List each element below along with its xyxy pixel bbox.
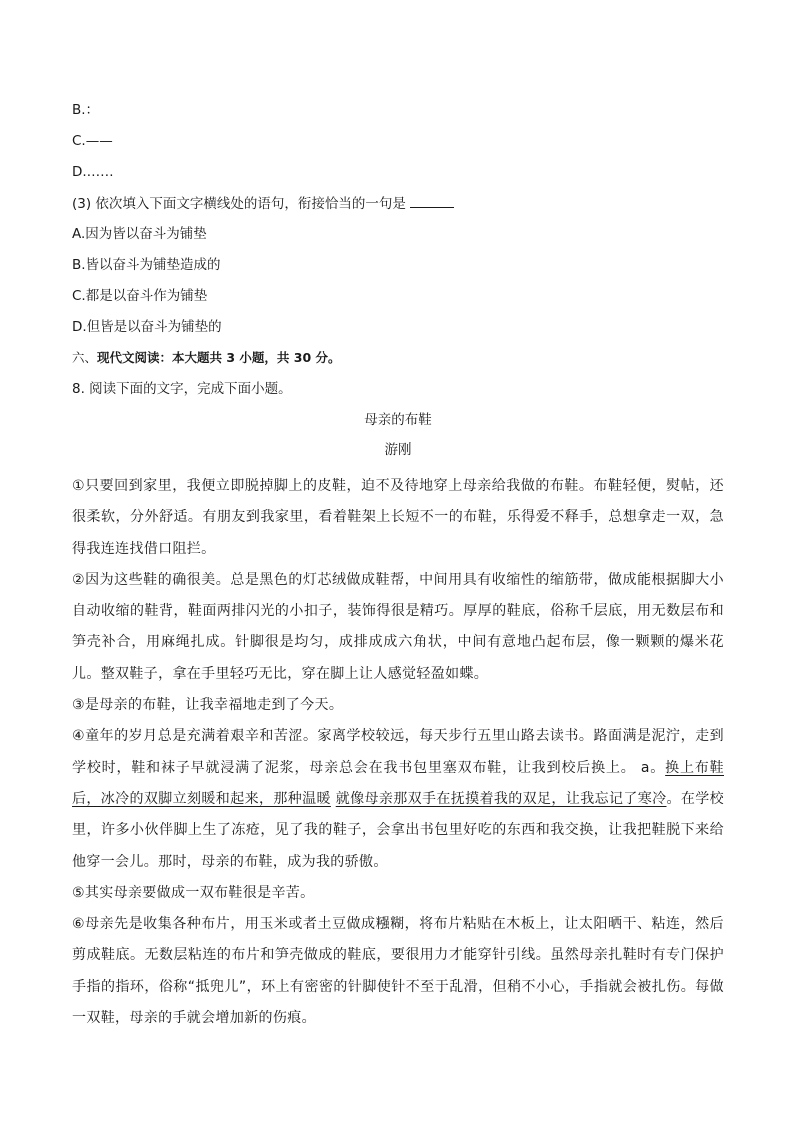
option-d: D.…… — [72, 164, 114, 180]
paragraph-4-part-1: ④童年的岁月总是充满着艰辛和苦涩。家离学校较远，每天步行五里山路去读书。路面满是泥泞，走到学校时，鞋和袜子早就浸满了泥浆，母亲总会在我书包里塞双布鞋，让我到校后换上。 a。 — [72, 728, 724, 776]
question-3-text: (3) 依次填入下面文字横线处的语句，衔接恰当的一句是 — [72, 196, 406, 212]
question-3-stem — [72, 194, 724, 225]
article-title: 母亲的布鞋 — [364, 412, 432, 428]
underlined-sentence-1: 换上布鞋后，冰冷的双脚立刻暖和起来，那种温暖 — [72, 759, 724, 807]
paragraph-4-part-2: 。在学校里，许多小伙伴脚上生了冻疮，见了我的鞋子，会拿出书包里好吃的东西和我交换，让我把鞋脱下来给他穿一会儿。那时，母亲的布鞋，成为我的骄傲。 — [72, 790, 724, 870]
article-body — [72, 471, 724, 1034]
paragraph-5: ⑤其实母亲要做成一双布鞋很是辛苦。 — [72, 884, 315, 901]
option-b: B.： — [72, 102, 100, 118]
underlined-sentence-2: 就像母亲那双手在抚摸着我的双足，让我忘记了寒冷 — [335, 790, 667, 807]
question-8-stem: 8. 阅读下面的文字，完成下面小题。 — [72, 381, 292, 397]
paragraph-4 — [72, 721, 724, 877]
section-title: 现代文阅读：本大题共 3 小题，共 30 分。 — [97, 350, 341, 365]
paragraph-2: ②因为这些鞋的确很美。总是黑色的灯芯绒做成鞋帮，中间用具有收缩性的缩筋带，做成能根据脚大小自动收缩的鞋背，鞋面两排闪光的小扣子，装饰得很是精巧。厚厚的鞋底，俗称千层底，用无数层布和笋壳补合，用麻绳扎成。针脚很是均匀，成排成成六角状，中间有意地凸起布层，像一颗颗的爆米花儿。整双鞋子，拿在手里轻巧无比，穿在脚上让人感觉轻盈如蝶。 — [72, 571, 724, 682]
paragraph-6: ⑥母亲先是收集各种布片，用玉米或者土豆做成糨糊，将布片粘贴在木板上，让太阳晒干、粘连，然后剪成鞋底。无数层粘连的布片和笋壳做成的鞋底，要很用力才能穿针引线。虽然母亲扎鞋时有专门保护手指的指环，俗称“抵兜儿”，环上有密密的针脚使针不至于乱滑，但稍不小心，手指就会被扎伤。每做一双鞋，母亲的手就会增加新的伤痕。 — [72, 916, 724, 1027]
section-heading — [72, 349, 724, 380]
question-3-option-d: D.但皆是以奋斗为铺垫的 — [72, 319, 222, 335]
paragraph-3: ③是母亲的布鞋，让我幸福地走到了今天。 — [72, 697, 344, 714]
question-3-option-c: C.都是以奋斗作为铺垫 — [72, 288, 208, 304]
question-3-option-a: A.因为皆以奋斗为铺垫 — [72, 226, 207, 242]
answer-blank — [410, 194, 454, 208]
question-3-option-b: B.皆以奋斗为铺垫造成的 — [72, 257, 221, 273]
option-c: C.—— — [72, 133, 113, 149]
article-author: 游刚 — [384, 442, 412, 458]
paragraph-1: ①只要回到家里，我便立即脱掉脚上的皮鞋，迫不及待地穿上母亲给我做的布鞋。布鞋轻便，熨帖，还很柔软，分外舒适。有朋友到我家里，看着鞋架上长短不一的布鞋，乐得爱不释手，总想拿走一双，急得我连连找借口阻拦。 — [72, 478, 724, 557]
section-number: 六、 — [72, 350, 98, 365]
document-page — [72, 101, 724, 1034]
